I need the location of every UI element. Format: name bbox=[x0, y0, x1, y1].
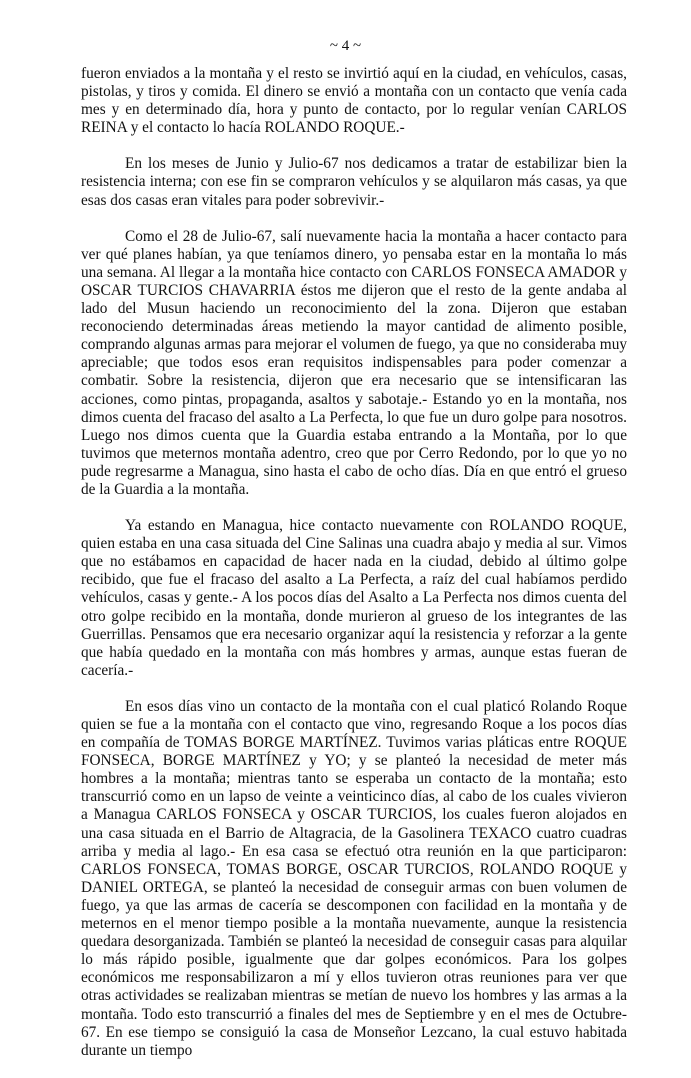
paragraph-1: fueron enviados a la montaña y el resto se invirtió aquí en la ciudad, en vehículos, casas, pistolas, y tiros y comida. El dinero se envió a montaña con un contacto que venía cada mes y en determinado día, hora y punto de contacto, por lo regular venían CARLOS REINA y el contacto lo hacía ROLANDO ROQUE.- bbox=[81, 65, 627, 137]
body-text bbox=[81, 65, 627, 1078]
paragraph-3: Como el 28 de Julio-67, salí nuevamente hacia la montaña a hacer contacto para ver qué planes habían, ya que teníamos dinero, yo pensaba estar en la montaña lo más una semana. Al llegar a la montaña hice contacto con CARLOS FONSECA AMADOR y OSCAR TURCIOS CHAVARRIA éstos me dijeron que el resto de la gente andaba al lado del Musun haciendo un reconocimiento del la zona. Dijeron que estaban reconociendo determinadas áreas metiendo la mayor cantidad de alimento posible, comprando algunas armas para mejorar el volumen de fuego, ya que no consideraba muy apreciable; que todos esos eran requisitos indispensables para poder comenzar a combatir. Sobre la resistencia, dijeron que era necesario que se intensificaran las acciones, como pintas, propaganda, asaltos y sabotaje.- Estando yo en la montaña, nos dimos cuenta del fracaso del asalto a La Perfecta, lo que fue un duro golpe para nosotros. Luego nos dimos cuenta que la Guardia estaba entrando a la Montaña, por lo que tuvimos que meternos montaña adentro, creo que por Cerro Redondo, por lo que yo no pude regresarme a Managua, sino hasta el cabo de ocho días. Día en que entró el grueso de la Guardia a la montaña. bbox=[81, 227, 627, 498]
paragraph-5: En esos días vino un contacto de la montaña con el cual platicó Rolando Roque quien se fue a la montaña con el contacto que vino, regresando Roque a los pocos días en compañía de TOMAS BORGE MARTÍNEZ. Tuvimos varias pláticas entre ROQUE FONSECA, BORGE MARTÍNEZ y YO; y se planteó la necesidad de meter más hombres a la montaña; mientras tanto se esperaba un contacto de la montaña; esto transcurrió como en un lapso de veinte a veinticinco días, al cabo de los cuales vivieron a Managua CARLOS FONSECA y OSCAR TURCIOS, los cuales fueron alojados en una casa situada en el Barrio de Altagracia, de la Gasolinera TEXACO cuatro cuadras arriba y media al lago.- En esa casa se efectuó otra reunión en la que participaron: CARLOS FONSECA, TOMAS BORGE, OSCAR TURCIOS, ROLANDO ROQUE y DANIEL ORTEGA, se planteó la necesidad de conseguir armas con buen volumen de fuego, ya que las armas de cacería se descomponen con facilidad en la montaña y de meternos en el menor tiempo posible a la montaña nuevamente, aunque la resistencia quedara desorganizada. También se planteó la necesidad de conseguir casas para alquilar lo más rápido posible, igualmente que dar golpes económicos. Para los golpes económicos me responsabilizaron a mí y ellos tuvieron otras reuniones para ver que otras actividades se realizaban mientras se metían de nuevo los hombres y las armas a la montaña. Todo esto transcurrió a finales del mes de Septiembre y en el mes de Octubre-67. En ese tiempo se consiguió la casa de Monseñor Lezcano, la cual estuvo habitada durante un tiempo bbox=[81, 697, 627, 1059]
paragraph-2: En los meses de Junio y Julio-67 nos dedicamos a tratar de estabilizar bien la resistencia interna; con ese fin se compraron vehículos y se alquilaron más casas, ya que esas dos casas eran vitales para poder sobrevivir.- bbox=[81, 155, 627, 209]
paragraph-4: Ya estando en Managua, hice contacto nuevamente con ROLANDO ROQUE, quien estaba en una casa situada del Cine Salinas una cuadra abajo y media al sur. Vimos que no estábamos en capacidad de hacer nada en la ciudad, debido al último golpe recibido, que fue el fracaso del asalto a La Perfecta, a raíz del cual habíamos perdido vehículos, casas y gente.- A los pocos días del Asalto a La Perfecta nos dimos cuenta del otro golpe recibido en la montaña, donde murieron al grueso de los integrantes de las Guerrillas. Pensamos que era necesario organizar aquí la resistencia y reforzar a la gente que había quedado en la montaña con más hombres y armas, aunque estas fueran de cacería.- bbox=[81, 517, 627, 679]
page-number: ~ 4 ~ bbox=[329, 38, 362, 54]
